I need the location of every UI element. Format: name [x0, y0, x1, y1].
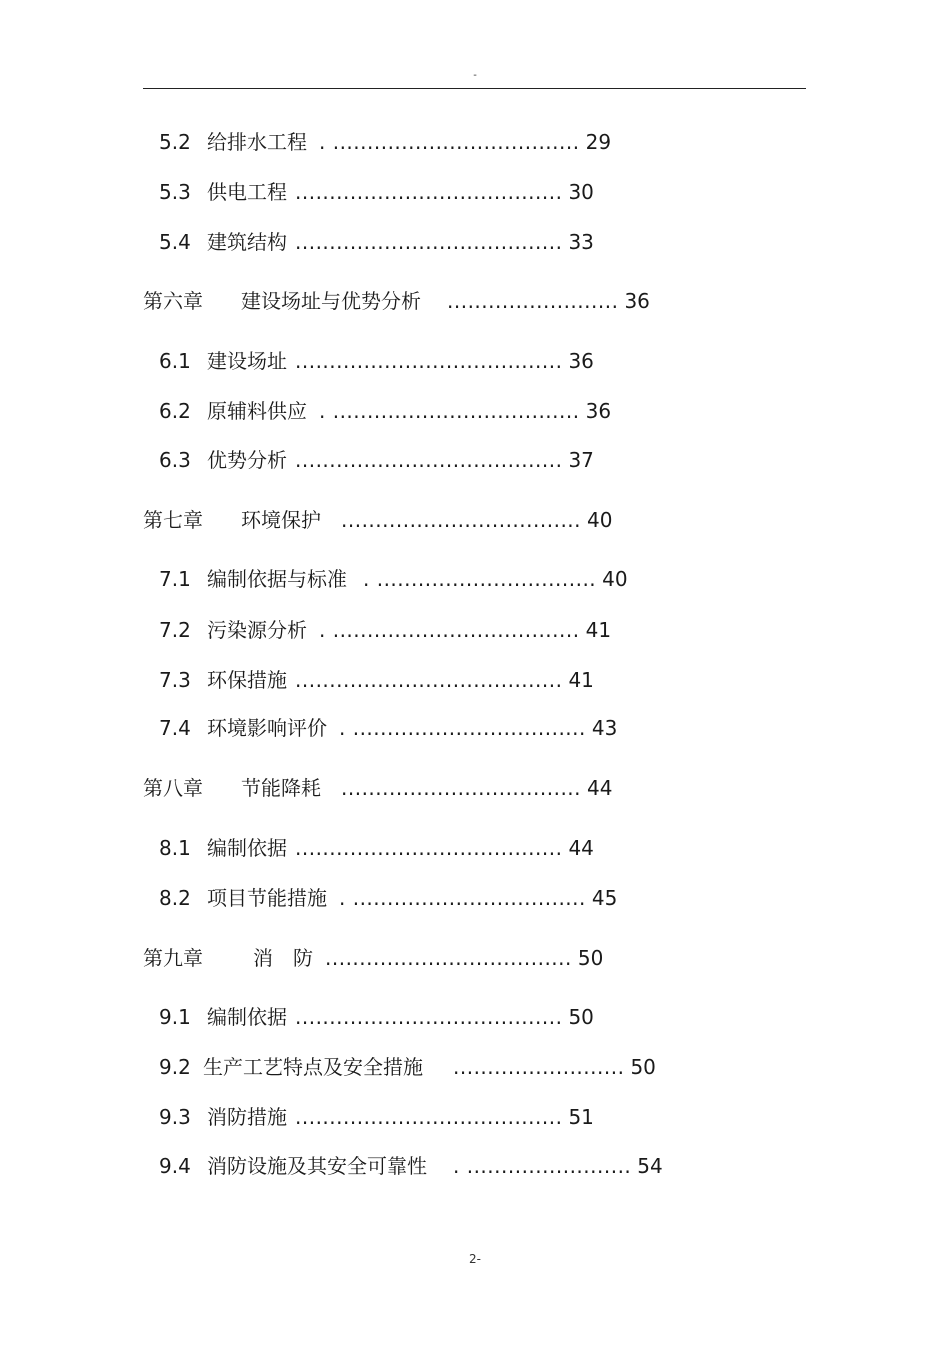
toc-page-number: 50 [630, 1055, 656, 1079]
toc-chapter-number: 第六章 [143, 289, 203, 313]
toc-entry[interactable] [159, 346, 594, 376]
toc-title: 消 防 [253, 946, 313, 970]
toc-page-number: 33 [568, 230, 594, 254]
toc-number: 5.4 [159, 230, 191, 254]
toc-title: 生产工艺特点及安全措施 [203, 1055, 423, 1079]
toc-number: 7.1 [159, 567, 191, 591]
toc-page-number: 40 [587, 508, 613, 532]
toc-title: 建设场址 [207, 349, 287, 373]
toc-title: 污染源分析 [207, 618, 307, 642]
toc-number: 5.3 [159, 180, 191, 204]
toc-chapter-entry[interactable] [143, 286, 650, 316]
toc-title: 消防设施及其安全可靠性 [207, 1154, 427, 1178]
toc-leader: ....................................... [295, 1005, 563, 1029]
toc-page-number: 54 [637, 1154, 663, 1178]
toc-page-number: 41 [568, 668, 594, 692]
toc-title: 消防措施 [207, 1105, 287, 1129]
toc-entry[interactable] [159, 883, 617, 913]
toc-entry[interactable] [159, 445, 594, 475]
toc-leader: . .................................... [319, 618, 580, 642]
toc-entry[interactable] [159, 665, 594, 695]
toc-entry[interactable] [159, 1052, 656, 1082]
toc-leader: ....................................... [295, 349, 563, 373]
toc-title: 建筑结构 [207, 230, 287, 254]
toc-title: 项目节能措施 [207, 886, 327, 910]
toc-page-number: 36 [568, 349, 594, 373]
toc-leader: . .................................... [319, 130, 580, 154]
toc-leader: ......................... [453, 1055, 625, 1079]
toc-title: 给排水工程 [207, 130, 307, 154]
toc-page-number: 30 [568, 180, 594, 204]
toc-number: 8.1 [159, 836, 191, 860]
toc-title: 编制依据 [207, 1005, 287, 1029]
toc-title: 节能降耗 [241, 776, 321, 800]
toc-leader: ....................................... [295, 180, 563, 204]
toc-leader: .................................... [325, 946, 572, 970]
toc-page-number: 41 [585, 618, 612, 642]
toc-entry[interactable] [159, 615, 611, 645]
toc-title: 环境影响评价 [207, 716, 327, 740]
toc-page-number: 50 [577, 946, 604, 970]
toc-page-number: 44 [587, 776, 613, 800]
toc-leader: . .................................... [319, 399, 580, 423]
toc-entry[interactable] [159, 713, 617, 743]
toc-title: 编制依据与标准 [207, 567, 347, 591]
toc-page-number: 36 [624, 289, 650, 313]
toc-title: 编制依据 [207, 836, 287, 860]
toc-entry[interactable] [159, 564, 628, 594]
toc-number: 9.3 [159, 1105, 191, 1129]
toc-page-number: 29 [585, 130, 612, 154]
toc-number: 7.4 [159, 716, 191, 740]
toc-number: 6.1 [159, 349, 191, 373]
toc-page-number: 51 [568, 1105, 594, 1129]
toc-leader: . ........................ [453, 1154, 632, 1178]
toc-title: 原辅料供应 [207, 399, 307, 423]
toc-page-number: 50 [568, 1005, 594, 1029]
toc-leader: ....................................... [295, 1105, 563, 1129]
toc-chapter-entry[interactable] [143, 505, 612, 535]
toc-leader: ....................................... [295, 668, 563, 692]
toc-number: 6.3 [159, 448, 191, 472]
toc-title: 建设场址与优势分析 [241, 289, 421, 313]
page-number-footer: 2- [469, 1252, 481, 1266]
toc-page-number: 37 [568, 448, 594, 472]
toc-leader: . ................................ [363, 567, 597, 591]
toc-chapter-number: 第九章 [143, 946, 203, 970]
toc-number: 6.2 [159, 399, 191, 423]
toc-page-number: 45 [591, 886, 618, 910]
toc-number: 7.3 [159, 668, 191, 692]
toc-entry[interactable] [159, 1151, 663, 1181]
toc-leader: ....................................... [295, 230, 563, 254]
toc-entry[interactable] [159, 396, 611, 426]
toc-chapter-entry[interactable] [143, 773, 612, 803]
toc-entry[interactable] [159, 127, 611, 157]
toc-entry[interactable] [159, 177, 594, 207]
toc-title: 供电工程 [207, 180, 287, 204]
toc-title: 优势分析 [207, 448, 287, 472]
toc-number: 9.1 [159, 1005, 191, 1029]
toc-leader: ................................... [341, 776, 582, 800]
page-header-mark: - [473, 70, 477, 81]
toc-number: 9.2 [159, 1055, 191, 1079]
toc-leader: . .................................. [339, 886, 586, 910]
toc-number: 7.2 [159, 618, 191, 642]
toc-number: 8.2 [159, 886, 191, 910]
toc-leader: ......................... [447, 289, 619, 313]
toc-number: 5.2 [159, 130, 191, 154]
toc-page-number: 36 [585, 399, 612, 423]
toc-leader: ....................................... [295, 448, 563, 472]
toc-number: 9.4 [159, 1154, 191, 1178]
toc-chapter-number: 第八章 [143, 776, 203, 800]
toc-chapter-entry[interactable] [143, 943, 603, 973]
toc-title: 环保措施 [207, 668, 287, 692]
toc-page-number: 40 [602, 567, 628, 591]
toc-entry[interactable] [159, 227, 594, 257]
toc-entry[interactable] [159, 1002, 594, 1032]
toc-chapter-number: 第七章 [143, 508, 203, 532]
toc-entry[interactable] [159, 833, 594, 863]
toc-leader: ....................................... [295, 836, 563, 860]
header-rule [143, 88, 806, 89]
toc-page-number: 44 [568, 836, 594, 860]
toc-leader: ................................... [341, 508, 582, 532]
toc-title: 环境保护 [241, 508, 321, 532]
toc-leader: . .................................. [339, 716, 586, 740]
toc-page-number: 43 [591, 716, 618, 740]
toc-entry[interactable] [159, 1102, 594, 1132]
